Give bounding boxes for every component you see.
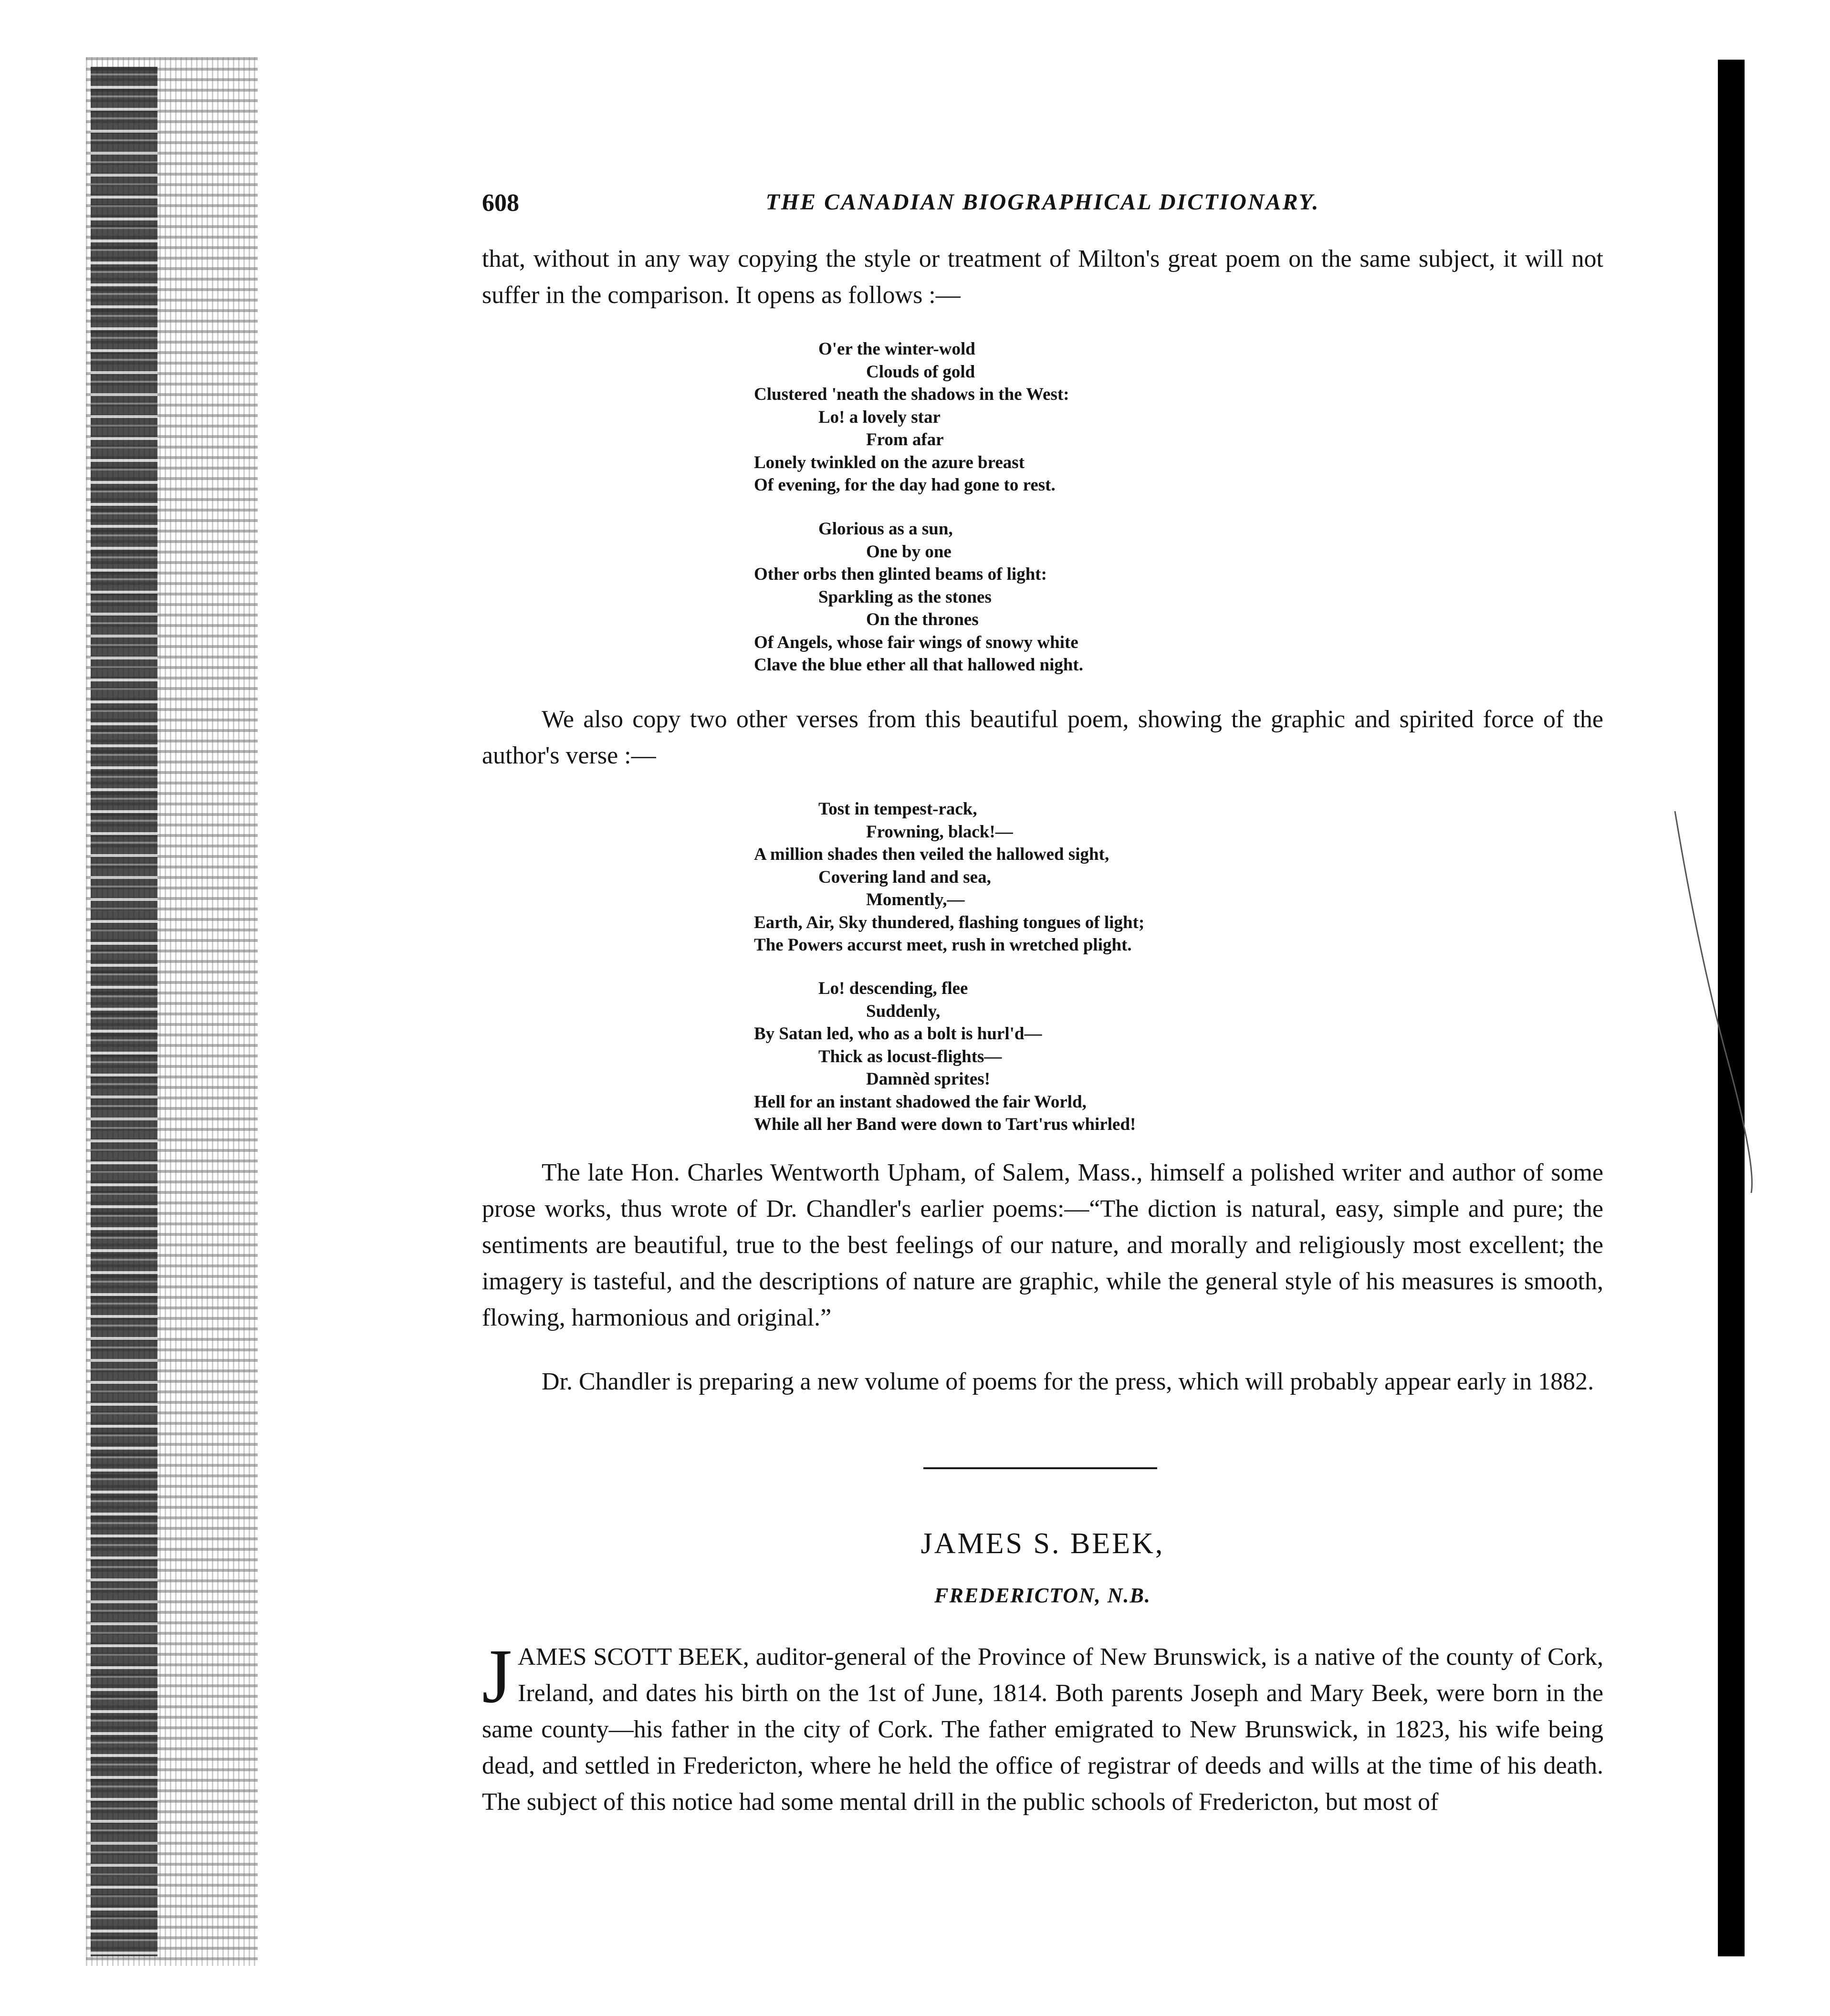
verse-stanza-1 [754, 338, 1374, 497]
verse-line: Frowning, black!— [866, 822, 1013, 842]
verse-line: Clave the blue ether all that hallowed night. [754, 655, 1083, 675]
verse-line: O'er the winter-wold [818, 339, 975, 359]
verse-stanza-3 [754, 798, 1374, 957]
verse-line: Lo! descending, flee [818, 979, 968, 998]
entry-body-content: AMES SCOTT BEEK, auditor-general of the Province of New Brunswick, is a native of the county of Cork, Ireland, and dates his birth on the 1st of June, 1814. Both parents Joseph and Mary Beek, were born in the same county—his father in the city of Cork. The father emigrated to New Brunswick, in 1823, his wife being dead, and settled in Fredericton, where he held the office of registrar of deeds and wills at the time of his death. The subject of this notice had some mental drill in the public schools of Fredericton, but most of [482, 1643, 1603, 1816]
entry-body-text [482, 1634, 1603, 1820]
section-divider [923, 1467, 1157, 1469]
page-header [482, 181, 1603, 224]
middle-paragraph [482, 701, 1603, 774]
upham-paragraph [482, 1155, 1603, 1336]
verse-line: Clouds of gold [866, 362, 975, 382]
verse-line: Damnèd sprites! [866, 1069, 991, 1089]
verse-line: Other orbs then glinted beams of light: [754, 564, 1047, 584]
verse-line: On the thrones [866, 610, 979, 629]
verse-line: Thick as locust-flights— [818, 1046, 1002, 1066]
verse-line: Lonely twinkled on the azure breast [754, 452, 1025, 472]
entry-heading: JAMES S. BEEK, [920, 1527, 1165, 1560]
verse-line: Of evening, for the day had gone to rest. [754, 475, 1056, 495]
verse-line: Clustered 'neath the shadows in the West: [754, 385, 1069, 404]
verse-line: The Powers accurst meet, rush in wretched plight. [754, 935, 1132, 955]
verse-line: Lo! a lovely star [818, 407, 941, 427]
verse-line: Sparkling as the stones [818, 587, 992, 607]
intro-paragraph [482, 241, 1603, 313]
verse-line: Momently,— [866, 890, 965, 909]
intro-text: that, without in any way copying the style or treatment of Milton's great poem on the same subject, it will not suffer in the comparison. It opens as follows :— [482, 245, 1603, 309]
running-title: THE CANADIAN BIOGRAPHICAL DICTIONARY. [765, 189, 1320, 215]
verse-line: Covering land and sea, [818, 867, 991, 887]
verse-line: A million shades then veiled the hallowed sight, [754, 845, 1109, 864]
verse-line: Glorious as a sun, [818, 519, 953, 539]
page-number: 608 [482, 189, 519, 217]
upham-text: The late Hon. Charles Wentworth Upham, of Salem, Mass., himself a polished writer and author of some prose works, thus wrote of Dr. Chandler's earlier poems:—“The diction is natural, easy, simple and pure; the sentiments are beautiful, true to the best feelings of our nature, and morally and religiously most excellent; the imagery is tasteful, and the descriptions of nature are graphic, while the general style of his measures is smooth, flowing, harmonious and original.” [482, 1159, 1603, 1331]
middle-text: We also copy two other verses from this beautiful poem, showing the graphic and spirited force of the author's verse :— [482, 706, 1603, 769]
closing-text: Dr. Chandler is preparing a new volume of poems for the press, which will probably appear early in 1882. [542, 1368, 1594, 1395]
verse-line: Of Angels, whose fair wings of snowy white [754, 632, 1078, 652]
verse-line: Earth, Air, Sky thundered, flashing tongues of light; [754, 912, 1145, 932]
verse-line: Tost in tempest-rack, [818, 799, 977, 819]
verse-line: Hell for an instant shadowed the fair World, [754, 1092, 1087, 1112]
verse-line: While all her Band were down to Tart'rus whirled! [754, 1115, 1136, 1134]
verse-line: One by one [866, 542, 952, 562]
verse-line: By Satan led, who as a bolt is hurl'd— [754, 1024, 1042, 1044]
drop-cap: J [482, 1634, 512, 1719]
verse-stanza-2 [754, 518, 1374, 677]
verse-line: Suddenly, [866, 1001, 941, 1021]
entry-place: FREDERICTON, N.B. [934, 1584, 1151, 1607]
verse-stanza-4 [754, 977, 1374, 1136]
entry-body [482, 1634, 1603, 1820]
closing-paragraph [482, 1364, 1603, 1400]
verse-line: From afar [866, 430, 944, 449]
